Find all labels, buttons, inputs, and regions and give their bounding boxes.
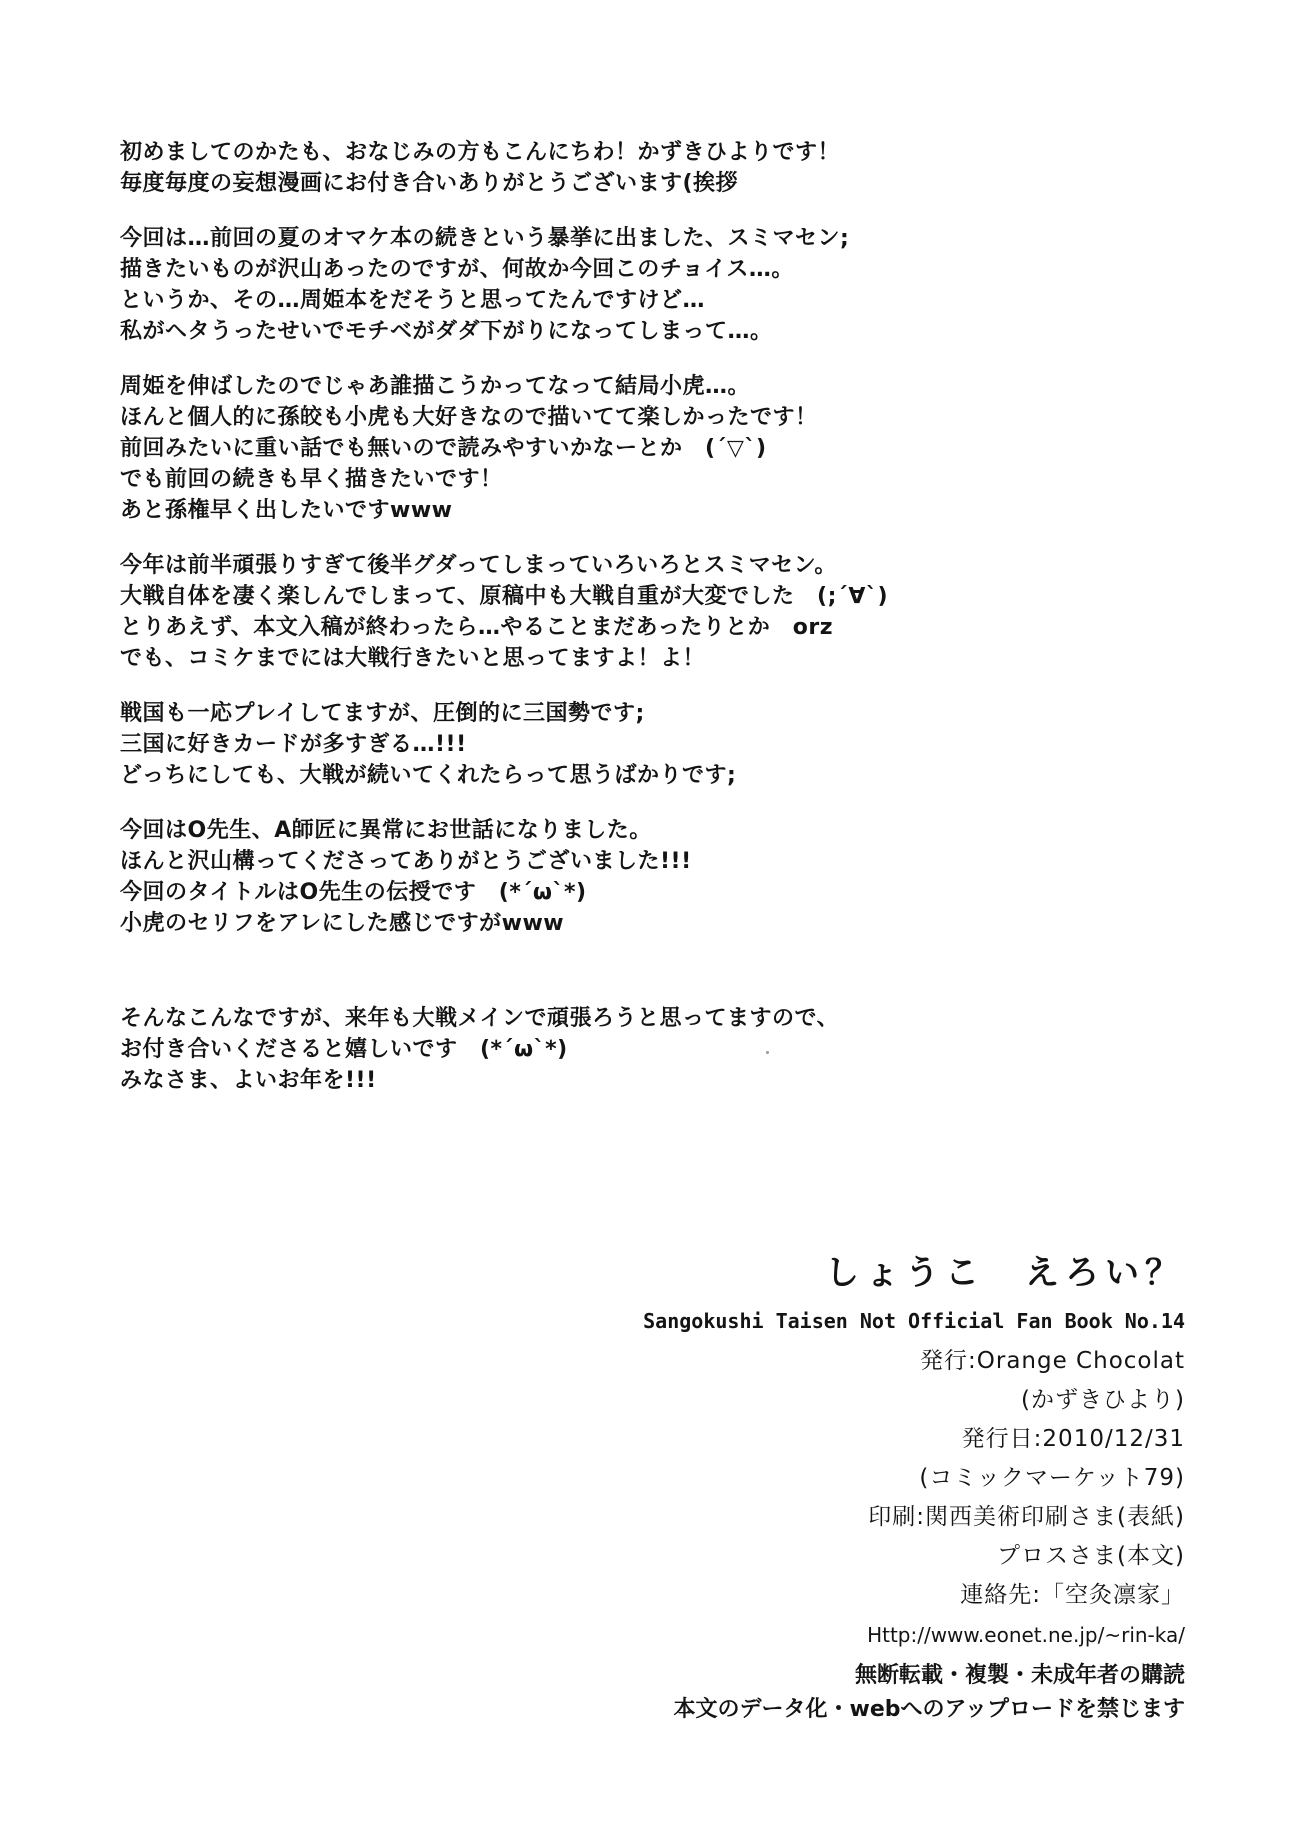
afterword-line: とりあえず、本文入稿が終わったら…やることまだあったりとか orz [120,615,834,640]
print-speck [766,1051,769,1054]
afterword-line: そんなこんなですが、来年も大戦メインで頑張ろうと思ってますので、 [120,1006,840,1031]
colophon [425,1250,1185,1727]
afterword-line: ほんと個人的に孫皎も小虎も大好きなので描いてて楽しかったです！ [120,405,818,430]
book-title: しょうこ えろい？ [825,1253,1185,1293]
afterword-paragraph-thanks [120,815,1120,939]
printer-cover-line: 印刷:関西美術印刷さま(表紙) [868,1504,1185,1530]
event-line: (コミックマーケット79) [919,1465,1185,1491]
afterword-line: 今回のタイトルはO先生の伝授です (*´ω`*) [120,880,587,905]
publisher-line: 発行:Orange Chocolat [920,1348,1185,1374]
website-url: Http://www.eonet.ne.jp/~rin-ka/ [867,1623,1185,1647]
afterword-line: 初めましてのかたも、おなじみの方もこんにちわ！かずきひよりです！ [120,140,841,165]
afterword-paragraph-closing [120,1003,1120,1096]
afterword-paragraph-this-year [120,550,1120,674]
afterword-line: 小虎のセリフをアレにした感じですがwww [120,911,565,936]
afterword-line: みなさま、よいお年を!!! [120,1068,377,1093]
afterword-paragraph-greeting [120,137,1120,199]
copyright-notice-line-2: 本文のデータ化・webへのアップロードを禁じます [673,1697,1185,1722]
afterword-line: お付き合いくださると嬉しいです (*´ω`*) [120,1037,568,1062]
afterword-line: あと孫権早く出したいですwww [120,498,453,523]
afterword-line: 周姫を伸ばしたのでじゃあ誰描こうかってなって結局小虎…。 [120,374,751,399]
afterword [120,137,1120,1120]
contact-line: 連絡先:「空灸凛家」 [960,1582,1185,1608]
author-line: (かずきひより) [1021,1387,1185,1413]
afterword-line: 前回みたいに重い話でも無いので読みやすいかなーとか (´▽`) [120,436,767,461]
book-subtitle: Sangokushi Taisen Not Official Fan Book No.14 [643,1309,1185,1333]
afterword-line: 今回は…前回の夏のオマケ本の続きという暴挙に出ました、スミマセン; [120,226,850,251]
afterword-line: 今回はO先生、A師匠に異常にお世話になりました。 [120,818,652,843]
afterword-line: ほんと沢山構ってくださってありがとうございました!!! [120,849,692,874]
afterword-line: 描きたいものが沢山あったのですが、何故か今回このチョイス…。 [120,257,794,282]
afterword-line: どっちにしても、大戦が続いてくれたらって思うばかりです; [120,763,737,788]
afterword-paragraph-sengoku [120,698,1120,791]
afterword-line: 三国に好きカードが多すぎる…!!! [120,732,467,757]
afterword-paragraph-this-time [120,223,1120,347]
printer-body-line: プロスさま(本文) [997,1543,1185,1569]
afterword-line: 毎度毎度の妄想漫画にお付き合いありがとうございます(挨拶 [120,171,739,196]
afterword-line: 今年は前半頑張りすぎて後半グダってしまっていろいろとスミマセン。 [120,553,837,578]
afterword-line: 私がヘタうったせいでモチベがダダ下がりになってしまって…。 [120,319,773,344]
afterword-line: というか、その…周姫本をだそうと思ってたんですけど… [120,288,706,313]
afterword-paragraph-characters [120,371,1120,526]
afterword-line: でも、コミケまでには大戦行きたいと思ってますよ！よ！ [120,646,706,671]
publish-date-line: 発行日:2010/12/31 [961,1426,1185,1452]
copyright-notice-line-1: 無断転載・複製・未成年者の購読 [854,1663,1185,1688]
afterword-line: でも前回の続きも早く描きたいです！ [120,467,503,492]
afterword-line: 大戦自体を凄く楽しんでしまって、原稿中も大戦自重が大変でした (;´∀`) [120,584,888,609]
afterword-line: 戦国も一応プレイしてますが、圧倒的に三国勢です; [120,701,645,726]
